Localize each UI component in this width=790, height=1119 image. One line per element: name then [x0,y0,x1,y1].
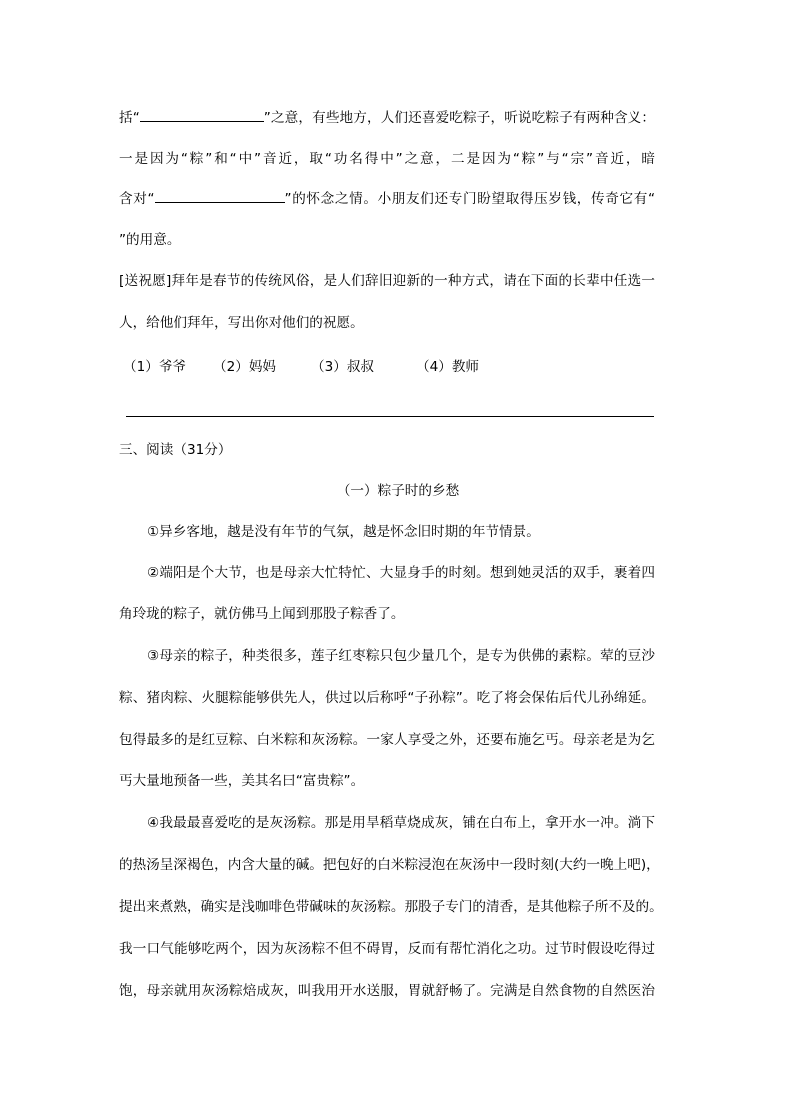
passage-line: 丐大量地预备一些，美其名曰“富贵粽”。 [119,773,365,789]
passage-line: 包得最多的是红豆粽、白米粽和灰汤粽。一家人享受之外，还要布施乞丐。母亲老是为乞 [119,732,655,748]
blessing-options [123,358,659,376]
option-grandpa: （1）爷爷 [123,359,187,375]
passage-title: （一）粽子时的乡愁 [336,483,460,499]
passage-line: 的热汤呈深褐色，内含大量的碱。把包好的白米粽浸泡在灰汤中一段时刻(大约一晚上吧)， [119,857,660,873]
section-heading: 三、阅读（31分） [119,442,232,458]
answer-blank-2[interactable] [155,190,285,203]
passage-line: 我一口气能够吃两个，因为灰汤粽不但不碍胃，反而有帮忙消化之功。过节时假设吃得过 [119,941,655,957]
fill-line-3 [119,190,655,208]
passage-line: ②端阳是个大节，也是母亲大忙特忙、大显身手的时刻。想到她灵活的双手，裹着四 [147,565,655,581]
passage-line: ④我最最喜爱吃的是灰汤粽。那是用旱稻草烧成灰，铺在白布上，拿开水一冲。淌下 [147,815,655,831]
text: 含对“ [119,191,155,207]
blessing-line-2: 人，给他们拜年，写出你对他们的祝愿。 [119,315,364,331]
text: 括“ [119,110,140,126]
answer-blank-1[interactable] [140,109,264,122]
option-teacher: （4）教师 [416,359,480,375]
fill-line-4: ”的用意。 [119,232,181,248]
passage-line: 角玲珑的粽子，就仿佛马上闻到那股子粽香了。 [119,606,405,622]
option-uncle: （3）叔叔 [311,359,375,375]
text: ”的怀念之情。小朋友们还专门盼望取得压岁钱，传奇它有“ [284,191,655,207]
blessing-line-1: [送祝愿]拜年是春节的传统风俗，是人们辞旧迎新的一种方式，请在下面的长辈中任选一 [119,273,655,289]
passage-line: ①异乡客地，越是没有年节的气氛，越是怀念旧时期的年节情景。 [147,524,540,540]
passage-line: 提出来煮熟，确实是浅咖啡色带碱味的灰汤粽。那股子专门的清香，是其他粽子所不及的。 [119,899,663,915]
option-mother: （2）妈妈 [213,359,277,375]
passage-line: 粽、猪肉粽、火腿粽能够供先人，供过以后称呼“子孙粽”。吃了将会保佑后代儿孙绵延。 [119,690,655,706]
text: ”之意，有些地方，人们还喜爱吃粽子，听说吃粽子有两种含义： [263,110,655,126]
fill-line-1 [119,109,655,127]
passage-line: 饱，母亲就用灰汤粽焙成灰，叫我用开水送服，胃就舒畅了。完满是自然食物的自然医治 [119,983,655,999]
fill-line-2: 一是因为“粽”和“中”音近，取“功名得中”之意，二是因为“粽”与“宗”音近，暗 [119,151,655,167]
passage-line: ③母亲的粽子，种类很多，莲子红枣粽只包少量几个，是专为供佛的素粽。荤的豆沙 [147,648,655,664]
answer-line[interactable] [126,416,654,417]
